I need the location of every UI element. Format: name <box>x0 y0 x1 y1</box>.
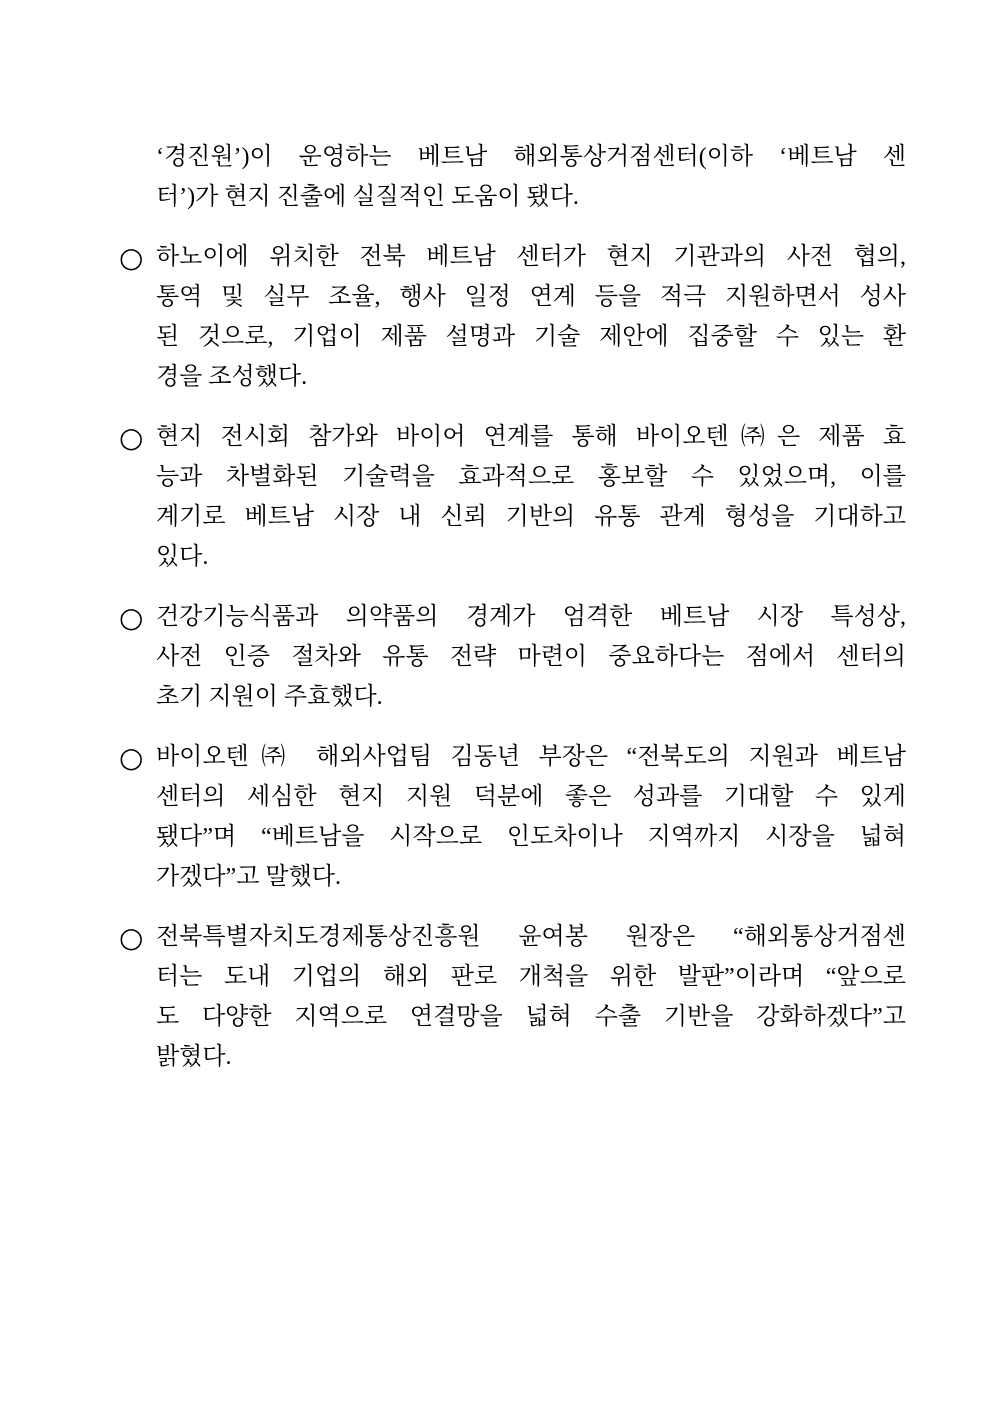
paragraph-lines <box>156 737 906 897</box>
text-line: 바이오텐㈜ 해외사업팀 김동년 부장은 “전북도의 지원과 베트남 <box>156 744 906 770</box>
paragraph-4 <box>119 597 906 717</box>
text-line: 밝혔다. <box>156 1044 232 1070</box>
paragraph-3 <box>119 417 906 577</box>
paragraph-lines <box>156 597 906 717</box>
text-line: 통역 및 실무 조율, 행사 일정 연계 등을 적극 지원하면서 성사 <box>156 284 906 310</box>
text-line: 경을 조성했다. <box>156 364 308 390</box>
text-line: 터는 도내 기업의 해외 판로 개척을 위한 발판”이라며 “앞으로 <box>156 964 906 990</box>
bullet-marker: ○ <box>119 241 144 274</box>
text-line: 건강기능식품과 의약품의 경계가 엄격한 베트남 시장 특성상, <box>156 604 906 630</box>
text-line: 사전 인증 절차와 유통 전략 마련이 중요하다는 점에서 센터의 <box>156 644 906 670</box>
text-line: 하노이에 위치한 전북 베트남 센터가 현지 기관과의 사전 협의, <box>156 244 906 270</box>
bullet-marker: ○ <box>119 921 144 954</box>
bullet-marker: ○ <box>119 741 144 774</box>
bullet-marker: ○ <box>119 421 144 454</box>
text-line: 도 다양한 지역으로 연결망을 넓혀 수출 기반을 강화하겠다”고 <box>156 1004 906 1030</box>
paragraph-1 <box>119 137 906 217</box>
text-line: 계기로 베트남 시장 내 신뢰 기반의 유통 관계 형성을 기대하고 <box>156 504 906 530</box>
paragraph-6 <box>119 917 906 1077</box>
text-line: 센터의 세심한 현지 지원 덕분에 좋은 성과를 기대할 수 있게 <box>156 784 906 810</box>
text-line: 됐다”며 “베트남을 시작으로 인도차이나 지역까지 시장을 넓혀 <box>156 824 906 850</box>
paragraph-lines <box>156 417 906 577</box>
paragraph-2 <box>119 237 906 397</box>
text-line: 현지 전시회 참가와 바이어 연계를 통해 바이오텐㈜은 제품 효 <box>156 424 906 450</box>
bullet-marker: ○ <box>119 601 144 634</box>
text-line: 있다. <box>156 544 209 570</box>
document-body <box>119 137 906 1097</box>
text-line: 초기 지원이 주효했다. <box>156 684 383 710</box>
text-line: 가겠다”고 말했다. <box>156 864 341 890</box>
text-line: 터’)가 현지 진출에 실질적인 도움이 됐다. <box>156 184 579 210</box>
paragraph-lines <box>156 237 906 397</box>
text-line: ‘경진원’)이 운영하는 베트남 해외통상거점센터(이하 ‘베트남 센 <box>156 144 906 170</box>
paragraph-lines <box>156 137 906 217</box>
paragraph-lines <box>156 917 906 1077</box>
text-line: 된 것으로, 기업이 제품 설명과 기술 제안에 집중할 수 있는 환 <box>156 324 906 350</box>
paragraph-5 <box>119 737 906 897</box>
text-line: 전북특별자치도경제통상진흥원 윤여봉 원장은 “해외통상거점센 <box>156 924 906 950</box>
text-line: 능과 차별화된 기술력을 효과적으로 홍보할 수 있었으며, 이를 <box>156 464 906 490</box>
